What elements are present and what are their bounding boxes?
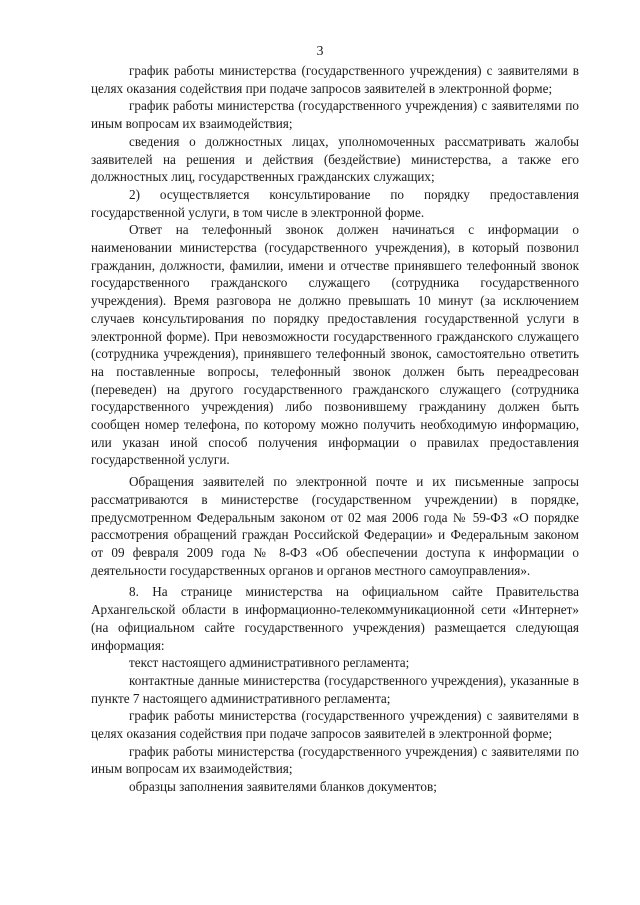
paragraph: Обращения заявителей по электронной почте и их письменные запросы рассматриваются в министерстве (государственном учреждении) в порядке, предусмотренном Федеральным законом от 02 мая 2006 года № 59-ФЗ «О порядке рассмотрения обращений граждан Российской Федерации» и Федеральным законом от 09 февраля 2009 года № 8-ФЗ «Об обеспечении доступа к информации о деятельности государственных органов и органов местного самоуправления». bbox=[91, 474, 579, 578]
page-number: 3 bbox=[316, 44, 324, 59]
list-item: текст настоящего административного регламента; bbox=[129, 655, 410, 671]
list-item: контактные данные министерства (государственного учреждения), указанные в пункте 7 настоящего административного регламента; bbox=[91, 672, 579, 706]
paragraph: график работы министерства (государственного учреждения) с заявителями в целях оказания содействия при подаче запросов заявителей в электронной форме; bbox=[91, 63, 579, 96]
list-item: график работы министерства (государственного учреждения) с заявителями в целях оказания содействия при подаче запросов заявителей в электронной форме; bbox=[91, 708, 579, 742]
list-item: образцы заполнения заявителями бланков документов; bbox=[129, 779, 437, 795]
paragraph: Ответ на телефонный звонок должен начинаться с информации о наименовании министерства (государственного учреждения), в который позвонил гражданин, должности, фамилии, имени и отчестве принявшего телефонный звонок государственного гражданского служащего (сотрудника государственного учреждения). Время разговора не должно превышать 10 минут (за исключением случаев консультирования по порядку предоставления государственной услуги в электронной форме). При невозможности государственного гражданского служащего (сотрудника учреждения), принявшего телефонный звонок, самостоятельно ответить на поставленные вопросы, телефонный звонок должен быть переадресован (переведен) на другого государственного гражданского служащего (сотрудника государственного учреждения) либо позвонившему гражданину должен быть сообщен номер телефона, по которому можно получить необходимую информацию, или указан иной способ получения информации о правилах предоставления государственной услуги. bbox=[91, 222, 579, 468]
paragraph: 8. На странице министерства на официальном сайте Правительства Архангельской области в информационно-телекоммуникационной сети «Интернет» (на официальном сайте государственного учреждения) размещается следующая информация: bbox=[91, 584, 579, 653]
document-body bbox=[91, 62, 579, 796]
list-item: график работы министерства (государственного учреждения) с заявителями по иным вопросам их взаимодействия; bbox=[91, 743, 579, 777]
paragraph: сведения о должностных лицах, уполномоченных рассматривать жалобы заявителей на решения и действия (бездействие) министерства, а также его должностных лиц, государственных гражданских служащих; bbox=[91, 133, 579, 185]
paragraph: график работы министерства (государственного учреждения) с заявителями по иным вопросам их взаимодействия; bbox=[91, 98, 579, 132]
paragraph: 2) осуществляется консультирование по порядку предоставления государственной услуги, в том числе в электронной форме. bbox=[91, 186, 579, 220]
